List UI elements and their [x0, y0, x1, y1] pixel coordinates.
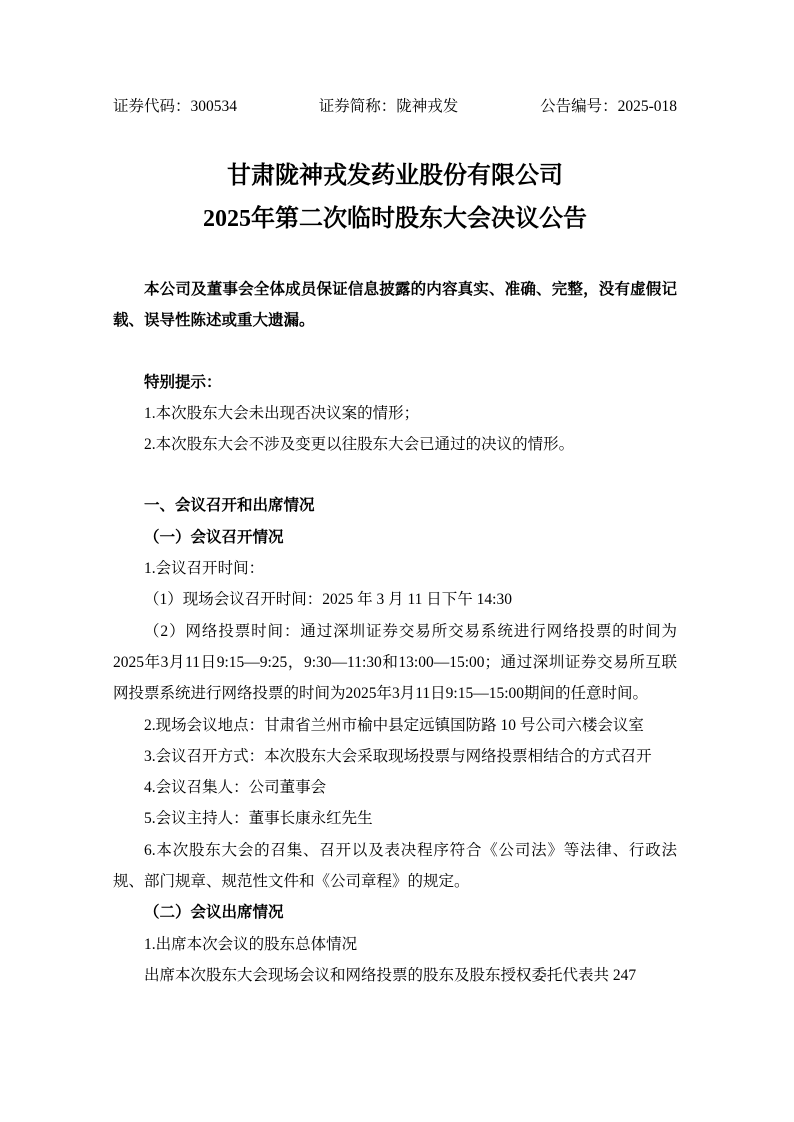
section-1-heading: 一、会议召开和出席情况 [144, 497, 315, 515]
company-name-title: 甘肃陇神戎发药业股份有限公司 [227, 163, 563, 189]
announcement-title: 2025年第二次临时股东大会决议公告 [203, 206, 587, 232]
meeting-host: 5.会议主持人：董事长康永红先生 [144, 810, 373, 828]
meeting-convener: 4.会议召集人：公司董事会 [144, 779, 327, 797]
meeting-location: 2.现场会议地点：甘肃省兰州市榆中县定远镇国防路 10 号公司六楼会议室 [144, 716, 644, 734]
special-notice-item-2: 2.本次股东大会不涉及变更以往股东大会已通过的决议的情形。 [144, 436, 575, 454]
meeting-time-label: 1.会议召开时间： [144, 560, 265, 578]
document-header [113, 90, 677, 123]
section-1-2-heading: （二）会议出席情况 [144, 904, 284, 922]
online-voting-time: （2）网络投票时间：通过深圳证券交易所交易系统进行网络投票的时间为2025年3月11日9:15—9:25，9:30—11:30和13:00—15:00；通过深圳证券交易所互联网投票系统进行网络投票的时间为2025年3月11日9:15—15:00期间的任意时间。 [113, 622, 677, 703]
onsite-meeting-time: （1）现场会议召开时间：2025 年 3 月 11 日下午 14:30 [144, 591, 512, 609]
attendance-detail-line: 出席本次股东大会现场会议和网络投票的股东及股东授权委托代表共 247 [144, 966, 637, 984]
legality-statement: 6.本次股东大会的召集、召开以及表决程序符合《公司法》等法律、行政法规、部门规章、规范性文件和《公司章程》的规定。 [113, 841, 677, 891]
stock-code-label: 证券代码：300534 [113, 98, 238, 115]
meeting-method: 3.会议召开方式：本次股东大会采取现场投票与网络投票相结合的方式召开 [144, 747, 652, 765]
attendance-overview-label: 1.出席本次会议的股东总体情况 [144, 935, 358, 953]
disclosure-statement: 本公司及董事会全体成员保证信息披露的内容真实、准确、完整，没有虚假记载、误导性陈述或重大遗漏。 [113, 281, 677, 330]
special-notice-heading: 特别提示： [144, 373, 222, 391]
announcement-number-label: 公告编号：2025-018 [540, 98, 677, 115]
special-notice-item-1: 1.本次股东大会未出现否决议案的情形； [144, 404, 420, 422]
section-1-1-heading: （一）会议召开情况 [144, 528, 284, 546]
stock-short-name-label: 证券简称：陇神戎发 [318, 98, 459, 115]
document-content [113, 0, 677, 991]
